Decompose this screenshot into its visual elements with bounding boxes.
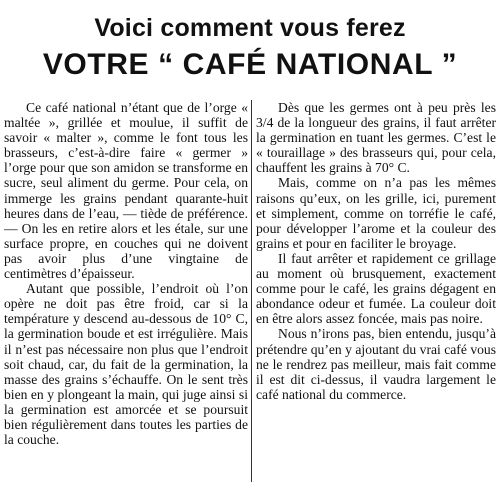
paragraph: Ce café national n’étant que de l’orge « maltée », grillée et moulue, il suffit de savoir « malter », comme le font tous les brasseurs, c’est-à-dire faire « germer » l’orge pour que son amidon se transforme en sucre, seul aliment du germe. Pour cela, on immerge les grains pendant quarante-huit heures dans de l’eau, — tiède de préférence. — On les en retire alors et les étale, sur une surface propre, en couches qui ne doivent pas avoir plus d’une vingtaine de centimètres d’épaisseur.: [4, 100, 248, 282]
left-column: [4, 100, 248, 447]
paragraph: Mais, comme on n’a pas les mêmes raisons qu’eux, on les grille, ici, purement et simplement, comme on torréfie le café, pour développer l’arome et la couleur des grains et pour en faciliter le broyage.: [256, 175, 496, 251]
article-title-line2: VOTRE “ CAFÉ NATIONAL ”: [42, 48, 458, 81]
article-title-line1: Voici comment vous ferez: [94, 14, 406, 42]
paragraph: Autant que possible, l’endroit où l’on opère ne doit pas être froid, car si la température y descend au-dessous de 10° C, la germination boude et est irrégulière. Mais il n’est pas nécessaire non plus que l’endroit soit chaud, car, du fait de la germination, la masse des grains s’échauffe. On le sent très bien en y plongeant la main, qui juge ainsi si la germination est amorcée et se poursuit bien régulièrement dans toutes les parties de la couche.: [4, 281, 248, 448]
paragraph: Dès que les germes ont à peu près les 3/4 de la longueur des grains, il faut arrêter la germination en tuant les germes. C’est le « touraillage » des brasseurs qui, pour cela, chauffent les grains à 70° C.: [256, 100, 496, 176]
right-column: [256, 100, 496, 402]
paragraph: Il faut arrêter et rapidement ce grillage au moment où brusquement, exactement comme pour le café, les grains dégagent en abondance odeur et fumée. La couleur doit en être alors assez foncée, mais pas noire.: [256, 250, 496, 327]
paragraph: Nous n’irons pas, bien entendu, jusqu’à prétendre qu’en y ajoutant du vrai café vous ne le rendrez pas meilleur, mais fait comme il est dit ci-dessus, il vaudra largement le café national du commerce.: [256, 326, 496, 402]
column-divider: [251, 100, 252, 482]
